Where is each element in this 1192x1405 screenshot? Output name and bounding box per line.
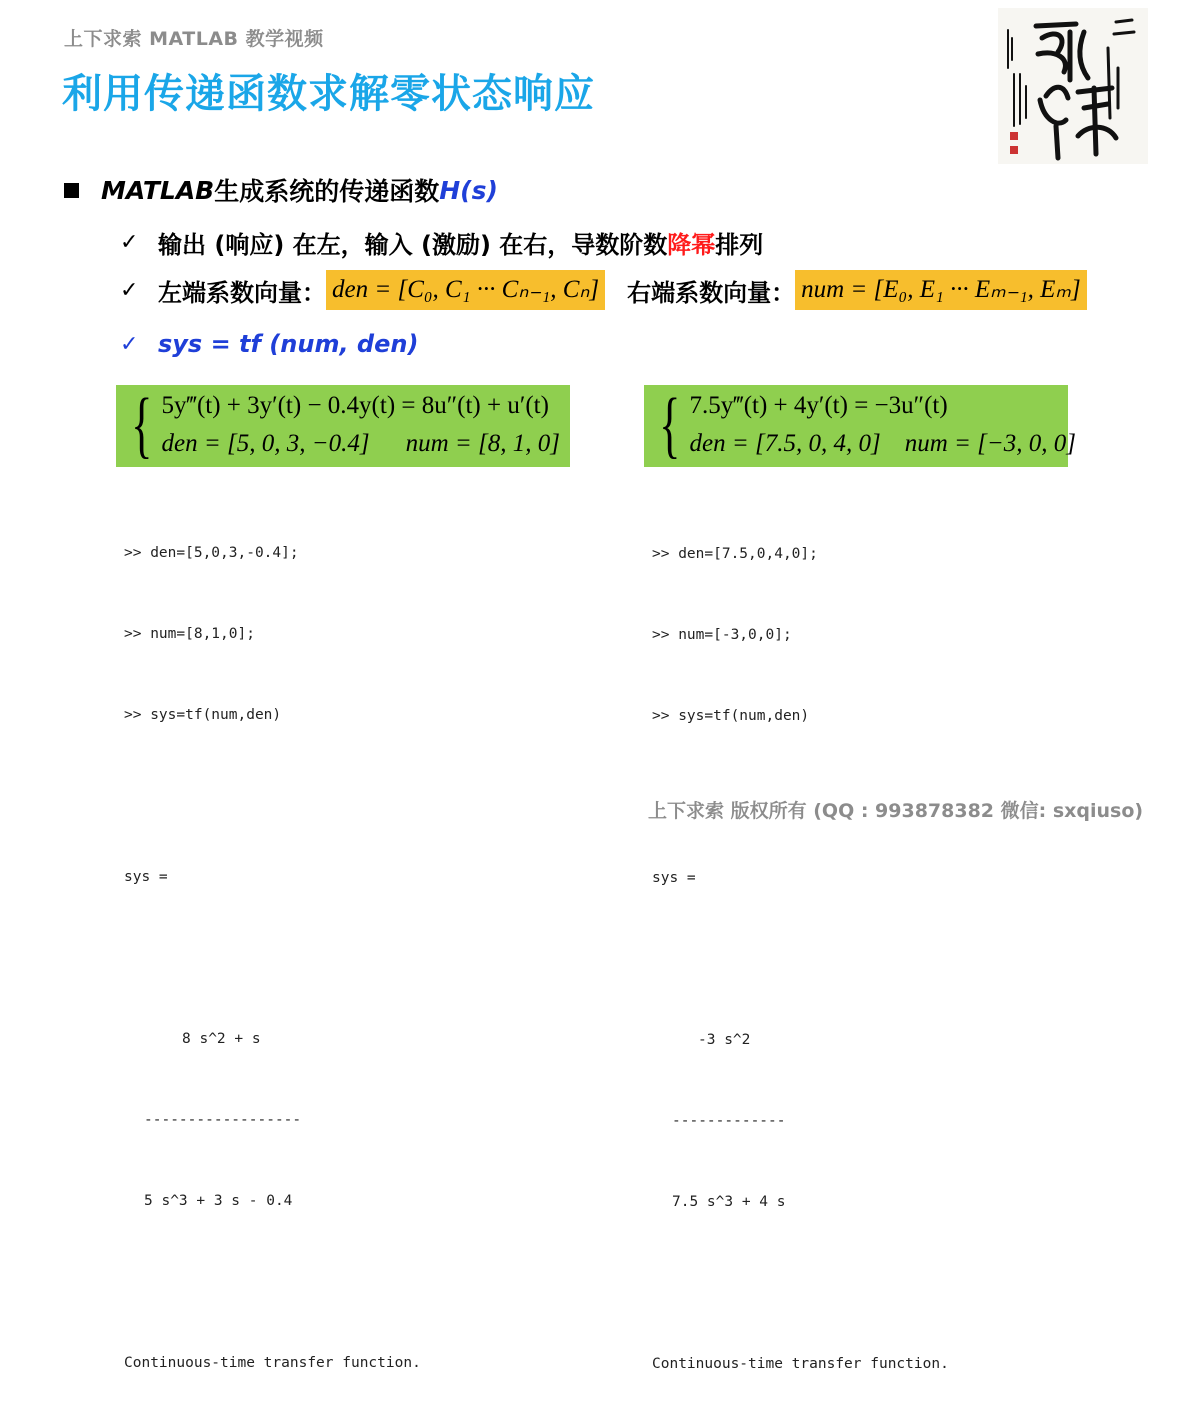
- code-line: >> den=[5,0,3,-0.4];: [124, 545, 299, 561]
- main-bullet: [64, 172, 498, 208]
- checkmark-icon: ✓: [120, 230, 139, 255]
- check-item-1-red: 降幂: [667, 231, 716, 259]
- right-equation-box: [644, 384, 1076, 467]
- tf-numerator: -3 s^2: [698, 1032, 751, 1048]
- check-item-3: [120, 330, 418, 358]
- tf-denominator: 5 s^3 + 3 s - 0.4: [144, 1193, 293, 1209]
- bullet-hs: H(s): [439, 175, 498, 205]
- page-title: 利用传递函数求解零状态响应: [62, 71, 595, 117]
- footer-copyright: 上下求索 版权所有 (QQ : 993878382 微信: sxqiuso): [648, 800, 1144, 822]
- sys-label: sys =: [124, 869, 168, 885]
- checkmark-icon: ✓: [120, 277, 139, 303]
- left-equation-box: [116, 385, 570, 467]
- right-coef-label: 右端系数向量：: [627, 278, 796, 307]
- tf-command: sys = tf (num, den): [158, 330, 419, 358]
- square-bullet-icon: [64, 183, 79, 198]
- seal-calligraphy-icon: [998, 8, 1148, 164]
- den-vector-formula: den = [C₀, C₁ ··· Cₙ₋₁, Cₙ]: [326, 270, 605, 310]
- code-line: >> den=[7.5,0,4,0];: [652, 546, 818, 562]
- code-line: >> num=[8,1,0];: [124, 626, 255, 642]
- checkmark-icon: ✓: [120, 331, 139, 357]
- right-code-block: [652, 487, 949, 1405]
- tf-divider: -------------: [672, 1113, 786, 1129]
- check-item-1: [120, 225, 763, 260]
- sys-label: sys =: [652, 870, 696, 886]
- tf-note: Continuous-time transfer function.: [652, 1356, 949, 1372]
- tf-note: Continuous-time transfer function.: [124, 1355, 421, 1371]
- tf-divider: ------------------: [144, 1112, 302, 1128]
- right-vectors: den = [7.5, 0, 4, 0] num = [−3, 0, 0]: [689, 430, 1076, 457]
- left-vectors: den = [5, 0, 3, −0.4] num = [8, 1, 0]: [161, 430, 560, 457]
- tf-denominator: 7.5 s^3 + 4 s: [672, 1194, 786, 1210]
- bullet-text: 生成系统的传递函数: [214, 177, 440, 206]
- header-label: 上下求索 MATLAB 教学视频: [64, 28, 324, 50]
- brace-icon: {: [131, 384, 153, 466]
- right-equation: 7.5y‴(t) + 4y′(t) = −3u″(t): [689, 392, 948, 419]
- bullet-prefix: MATLAB: [101, 175, 215, 205]
- check-item-2: [120, 270, 1087, 310]
- code-line: >> sys=tf(num,den): [652, 708, 810, 724]
- left-coef-label: 左端系数向量：: [158, 278, 326, 307]
- brace-icon: {: [659, 384, 681, 466]
- check-item-1-text-a: 输出 (响应) 在左，输入 (激励) 在右，导数阶数: [158, 231, 668, 259]
- tf-numerator: 8 s^2 + s: [182, 1031, 261, 1047]
- code-line: >> sys=tf(num,den): [124, 707, 282, 723]
- left-equation: 5y‴(t) + 3y′(t) − 0.4y(t) = 8u″(t) + u′(t): [161, 392, 549, 419]
- logo-seal: [998, 8, 1148, 164]
- check-item-1-text-b: 排列: [715, 231, 764, 259]
- num-vector-formula: num = [E₀, E₁ ··· Eₘ₋₁, Eₘ]: [795, 270, 1087, 310]
- left-code-block: [124, 486, 421, 1404]
- code-line: >> num=[-3,0,0];: [652, 627, 792, 643]
